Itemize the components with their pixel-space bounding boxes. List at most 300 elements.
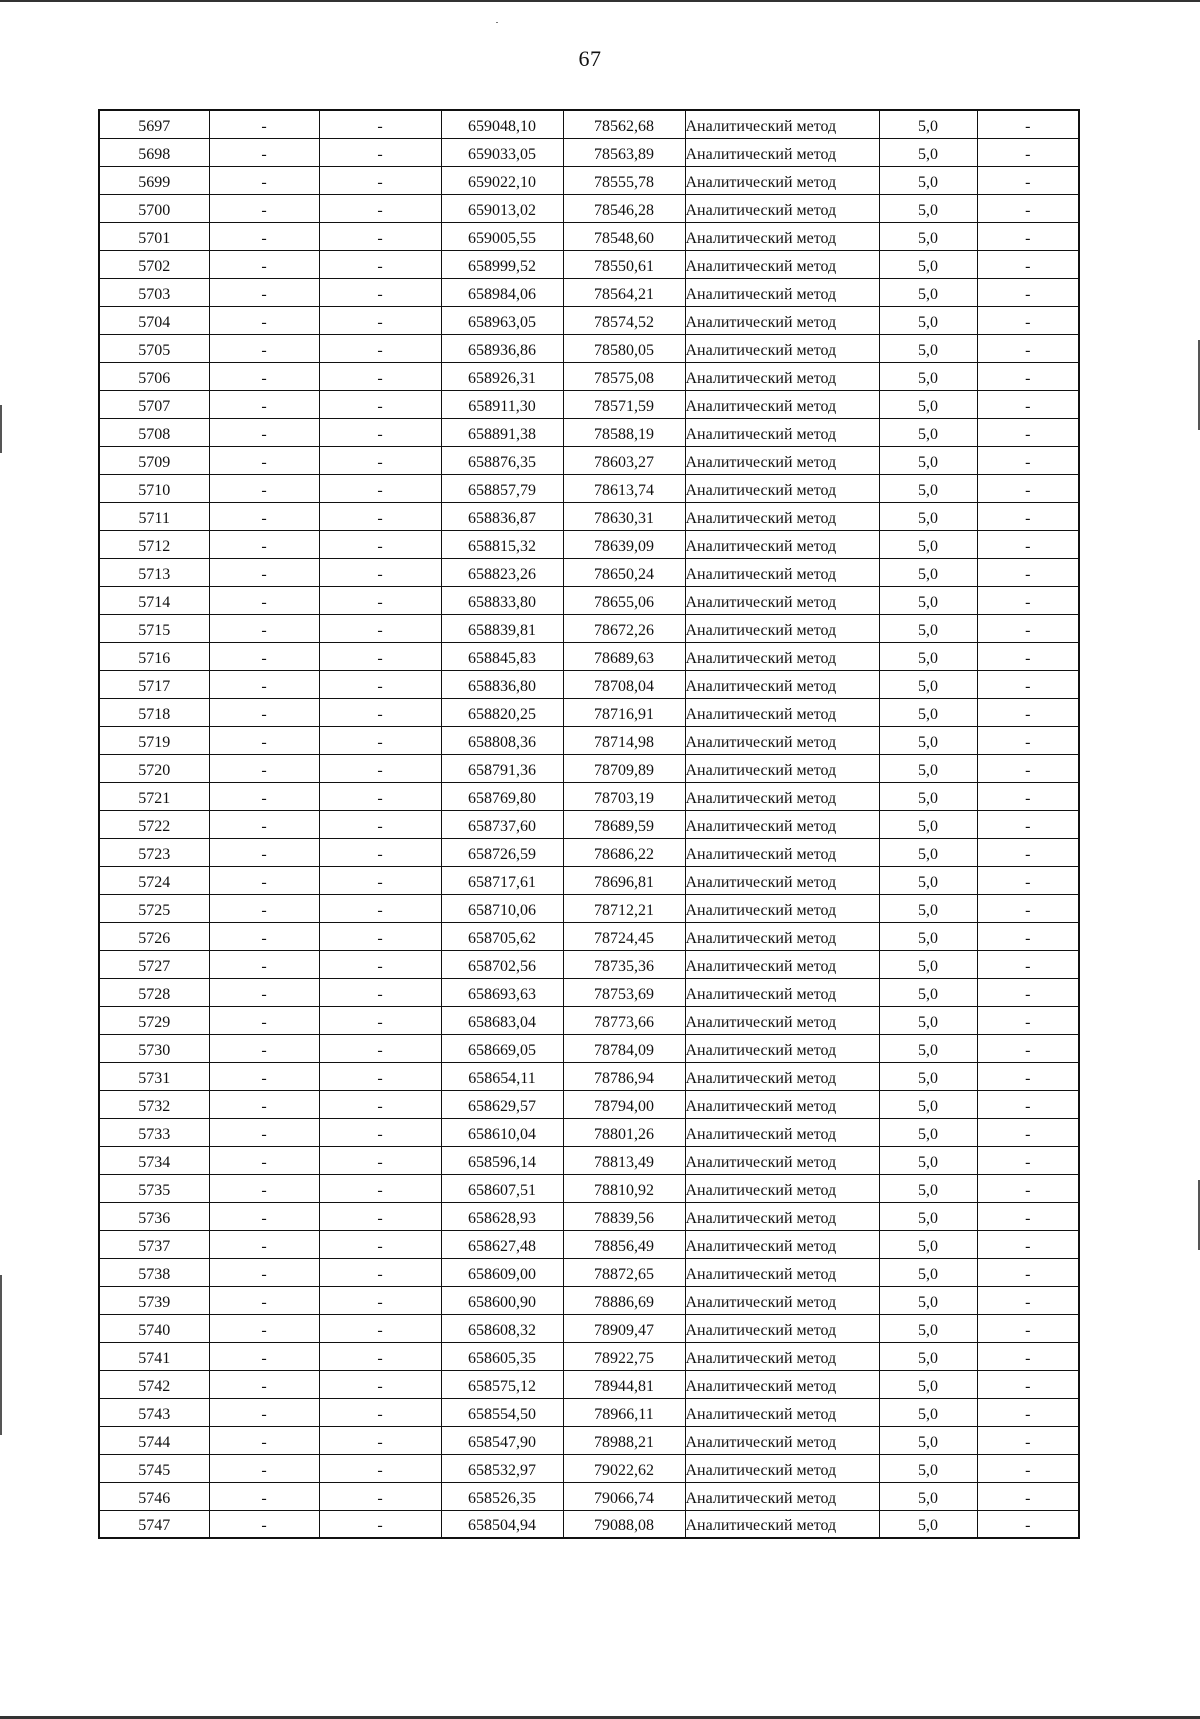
x-coordinate-cell: 659005,55	[441, 222, 563, 250]
empty-value-cell: -	[319, 138, 441, 166]
y-coordinate-cell: 78571,59	[563, 390, 685, 418]
x-coordinate-cell: 658608,32	[441, 1314, 563, 1342]
method-cell: Аналитический метод	[685, 1314, 879, 1342]
table-row	[99, 726, 1079, 754]
point-number-cell: 5730	[99, 1034, 209, 1062]
y-coordinate-cell: 78613,74	[563, 474, 685, 502]
x-coordinate-cell: 658710,06	[441, 894, 563, 922]
empty-value-cell: -	[209, 446, 319, 474]
empty-value-cell: -	[977, 1090, 1079, 1118]
table-row	[99, 250, 1079, 278]
method-cell: Аналитический метод	[685, 1118, 879, 1146]
method-cell: Аналитический метод	[685, 1398, 879, 1426]
accuracy-cell: 5,0	[879, 1006, 977, 1034]
method-cell: Аналитический метод	[685, 1230, 879, 1258]
method-cell: Аналитический метод	[685, 502, 879, 530]
point-number-cell: 5732	[99, 1090, 209, 1118]
empty-value-cell: -	[209, 950, 319, 978]
empty-value-cell: -	[977, 978, 1079, 1006]
method-cell: Аналитический метод	[685, 1482, 879, 1510]
x-coordinate-cell: 658717,61	[441, 866, 563, 894]
method-cell: Аналитический метод	[685, 894, 879, 922]
accuracy-cell: 5,0	[879, 1090, 977, 1118]
y-coordinate-cell: 78801,26	[563, 1118, 685, 1146]
table-row	[99, 502, 1079, 530]
point-number-cell: 5734	[99, 1146, 209, 1174]
y-coordinate-cell: 78689,59	[563, 810, 685, 838]
accuracy-cell: 5,0	[879, 222, 977, 250]
empty-value-cell: -	[319, 1230, 441, 1258]
y-coordinate-cell: 78689,63	[563, 642, 685, 670]
empty-value-cell: -	[977, 1230, 1079, 1258]
y-coordinate-cell: 78966,11	[563, 1398, 685, 1426]
point-number-cell: 5725	[99, 894, 209, 922]
empty-value-cell: -	[209, 558, 319, 586]
empty-value-cell: -	[977, 418, 1079, 446]
point-number-cell: 5739	[99, 1286, 209, 1314]
accuracy-cell: 5,0	[879, 1034, 977, 1062]
y-coordinate-cell: 79066,74	[563, 1482, 685, 1510]
accuracy-cell: 5,0	[879, 1314, 977, 1342]
x-coordinate-cell: 658845,83	[441, 642, 563, 670]
method-cell: Аналитический метод	[685, 810, 879, 838]
x-coordinate-cell: 658669,05	[441, 1034, 563, 1062]
table-row	[99, 362, 1079, 390]
empty-value-cell: -	[319, 194, 441, 222]
empty-value-cell: -	[319, 1482, 441, 1510]
table-row	[99, 1006, 1079, 1034]
y-coordinate-cell: 78655,06	[563, 586, 685, 614]
empty-value-cell: -	[319, 782, 441, 810]
accuracy-cell: 5,0	[879, 586, 977, 614]
empty-value-cell: -	[977, 166, 1079, 194]
method-cell: Аналитический метод	[685, 978, 879, 1006]
empty-value-cell: -	[977, 894, 1079, 922]
point-number-cell: 5735	[99, 1174, 209, 1202]
empty-value-cell: -	[319, 1342, 441, 1370]
x-coordinate-cell: 658911,30	[441, 390, 563, 418]
empty-value-cell: -	[209, 810, 319, 838]
empty-value-cell: -	[977, 726, 1079, 754]
point-number-cell: 5722	[99, 810, 209, 838]
x-coordinate-cell: 658963,05	[441, 306, 563, 334]
empty-value-cell: -	[209, 1174, 319, 1202]
point-number-cell: 5745	[99, 1454, 209, 1482]
accuracy-cell: 5,0	[879, 810, 977, 838]
accuracy-cell: 5,0	[879, 1510, 977, 1538]
empty-value-cell: -	[209, 1118, 319, 1146]
table-row	[99, 866, 1079, 894]
y-coordinate-cell: 78580,05	[563, 334, 685, 362]
accuracy-cell: 5,0	[879, 1174, 977, 1202]
empty-value-cell: -	[209, 698, 319, 726]
accuracy-cell: 5,0	[879, 1062, 977, 1090]
table-row	[99, 922, 1079, 950]
point-number-cell: 5709	[99, 446, 209, 474]
method-cell: Аналитический метод	[685, 222, 879, 250]
point-number-cell: 5724	[99, 866, 209, 894]
empty-value-cell: -	[977, 782, 1079, 810]
empty-value-cell: -	[977, 362, 1079, 390]
empty-value-cell: -	[209, 978, 319, 1006]
empty-value-cell: -	[209, 1342, 319, 1370]
empty-value-cell: -	[319, 754, 441, 782]
y-coordinate-cell: 78672,26	[563, 614, 685, 642]
empty-value-cell: -	[209, 1090, 319, 1118]
scan-speck	[496, 22, 498, 23]
table-row	[99, 194, 1079, 222]
point-number-cell: 5707	[99, 390, 209, 418]
empty-value-cell: -	[977, 530, 1079, 558]
empty-value-cell: -	[977, 1314, 1079, 1342]
empty-value-cell: -	[209, 334, 319, 362]
empty-value-cell: -	[977, 1174, 1079, 1202]
point-number-cell: 5746	[99, 1482, 209, 1510]
accuracy-cell: 5,0	[879, 502, 977, 530]
y-coordinate-cell: 78550,61	[563, 250, 685, 278]
empty-value-cell: -	[319, 1034, 441, 1062]
point-number-cell: 5747	[99, 1510, 209, 1538]
empty-value-cell: -	[319, 978, 441, 1006]
method-cell: Аналитический метод	[685, 1090, 879, 1118]
empty-value-cell: -	[977, 1118, 1079, 1146]
y-coordinate-cell: 78563,89	[563, 138, 685, 166]
empty-value-cell: -	[319, 810, 441, 838]
x-coordinate-cell: 658607,51	[441, 1174, 563, 1202]
empty-value-cell: -	[319, 1118, 441, 1146]
empty-value-cell: -	[209, 110, 319, 138]
empty-value-cell: -	[209, 1482, 319, 1510]
table-row	[99, 1258, 1079, 1286]
y-coordinate-cell: 78703,19	[563, 782, 685, 810]
y-coordinate-cell: 78712,21	[563, 894, 685, 922]
empty-value-cell: -	[977, 334, 1079, 362]
table-row	[99, 306, 1079, 334]
x-coordinate-cell: 658532,97	[441, 1454, 563, 1482]
x-coordinate-cell: 659048,10	[441, 110, 563, 138]
table-row	[99, 642, 1079, 670]
table-row	[99, 1342, 1079, 1370]
table-row	[99, 1398, 1079, 1426]
empty-value-cell: -	[209, 166, 319, 194]
empty-value-cell: -	[319, 278, 441, 306]
empty-value-cell: -	[977, 1146, 1079, 1174]
empty-value-cell: -	[319, 838, 441, 866]
empty-value-cell: -	[977, 558, 1079, 586]
x-coordinate-cell: 658609,00	[441, 1258, 563, 1286]
x-coordinate-cell: 658705,62	[441, 922, 563, 950]
table-row	[99, 586, 1079, 614]
accuracy-cell: 5,0	[879, 334, 977, 362]
point-number-cell: 5738	[99, 1258, 209, 1286]
accuracy-cell: 5,0	[879, 1258, 977, 1286]
x-coordinate-cell: 659033,05	[441, 138, 563, 166]
empty-value-cell: -	[977, 1258, 1079, 1286]
empty-value-cell: -	[319, 1370, 441, 1398]
empty-value-cell: -	[977, 810, 1079, 838]
point-number-cell: 5702	[99, 250, 209, 278]
point-number-cell: 5720	[99, 754, 209, 782]
empty-value-cell: -	[209, 530, 319, 558]
empty-value-cell: -	[209, 782, 319, 810]
point-number-cell: 5705	[99, 334, 209, 362]
point-number-cell: 5744	[99, 1426, 209, 1454]
point-number-cell: 5723	[99, 838, 209, 866]
x-coordinate-cell: 658815,32	[441, 530, 563, 558]
accuracy-cell: 5,0	[879, 1482, 977, 1510]
method-cell: Аналитический метод	[685, 642, 879, 670]
y-coordinate-cell: 78735,36	[563, 950, 685, 978]
empty-value-cell: -	[319, 390, 441, 418]
method-cell: Аналитический метод	[685, 418, 879, 446]
accuracy-cell: 5,0	[879, 642, 977, 670]
empty-value-cell: -	[977, 1342, 1079, 1370]
empty-value-cell: -	[319, 474, 441, 502]
empty-value-cell: -	[209, 502, 319, 530]
y-coordinate-cell: 78856,49	[563, 1230, 685, 1258]
table-row	[99, 782, 1079, 810]
accuracy-cell: 5,0	[879, 614, 977, 642]
y-coordinate-cell: 78555,78	[563, 166, 685, 194]
x-coordinate-cell: 658575,12	[441, 1370, 563, 1398]
accuracy-cell: 5,0	[879, 110, 977, 138]
empty-value-cell: -	[319, 334, 441, 362]
empty-value-cell: -	[319, 642, 441, 670]
empty-value-cell: -	[977, 194, 1079, 222]
point-number-cell: 5701	[99, 222, 209, 250]
empty-value-cell: -	[977, 754, 1079, 782]
method-cell: Аналитический метод	[685, 1426, 879, 1454]
table-row	[99, 670, 1079, 698]
y-coordinate-cell: 78813,49	[563, 1146, 685, 1174]
x-coordinate-cell: 658820,25	[441, 698, 563, 726]
method-cell: Аналитический метод	[685, 390, 879, 418]
empty-value-cell: -	[977, 1286, 1079, 1314]
empty-value-cell: -	[319, 670, 441, 698]
accuracy-cell: 5,0	[879, 1230, 977, 1258]
empty-value-cell: -	[319, 558, 441, 586]
accuracy-cell: 5,0	[879, 306, 977, 334]
y-coordinate-cell: 78588,19	[563, 418, 685, 446]
method-cell: Аналитический метод	[685, 474, 879, 502]
method-cell: Аналитический метод	[685, 1174, 879, 1202]
accuracy-cell: 5,0	[879, 474, 977, 502]
table-row	[99, 978, 1079, 1006]
table-row	[99, 894, 1079, 922]
y-coordinate-cell: 78794,00	[563, 1090, 685, 1118]
empty-value-cell: -	[319, 222, 441, 250]
empty-value-cell: -	[319, 1090, 441, 1118]
table-row	[99, 138, 1079, 166]
point-number-cell: 5697	[99, 110, 209, 138]
accuracy-cell: 5,0	[879, 978, 977, 1006]
y-coordinate-cell: 78753,69	[563, 978, 685, 1006]
x-coordinate-cell: 658628,93	[441, 1202, 563, 1230]
y-coordinate-cell: 79022,62	[563, 1454, 685, 1482]
x-coordinate-cell: 658726,59	[441, 838, 563, 866]
empty-value-cell: -	[977, 586, 1079, 614]
y-coordinate-cell: 78839,56	[563, 1202, 685, 1230]
empty-value-cell: -	[209, 866, 319, 894]
accuracy-cell: 5,0	[879, 446, 977, 474]
empty-value-cell: -	[319, 166, 441, 194]
empty-value-cell: -	[319, 698, 441, 726]
x-coordinate-cell: 658610,04	[441, 1118, 563, 1146]
table-row	[99, 1482, 1079, 1510]
empty-value-cell: -	[977, 222, 1079, 250]
method-cell: Аналитический метод	[685, 1202, 879, 1230]
empty-value-cell: -	[319, 1174, 441, 1202]
method-cell: Аналитический метод	[685, 138, 879, 166]
method-cell: Аналитический метод	[685, 1258, 879, 1286]
empty-value-cell: -	[319, 1146, 441, 1174]
x-coordinate-cell: 658693,63	[441, 978, 563, 1006]
x-coordinate-cell: 658833,80	[441, 586, 563, 614]
method-cell: Аналитический метод	[685, 922, 879, 950]
table-row	[99, 474, 1079, 502]
empty-value-cell: -	[319, 866, 441, 894]
y-coordinate-cell: 78784,09	[563, 1034, 685, 1062]
table-row	[99, 446, 1079, 474]
x-coordinate-cell: 658629,57	[441, 1090, 563, 1118]
point-number-cell: 5698	[99, 138, 209, 166]
empty-value-cell: -	[209, 1258, 319, 1286]
method-cell: Аналитический метод	[685, 838, 879, 866]
empty-value-cell: -	[209, 362, 319, 390]
empty-value-cell: -	[209, 894, 319, 922]
method-cell: Аналитический метод	[685, 614, 879, 642]
method-cell: Аналитический метод	[685, 670, 879, 698]
empty-value-cell: -	[977, 1062, 1079, 1090]
method-cell: Аналитический метод	[685, 698, 879, 726]
empty-value-cell: -	[209, 1034, 319, 1062]
empty-value-cell: -	[977, 614, 1079, 642]
empty-value-cell: -	[319, 306, 441, 334]
accuracy-cell: 5,0	[879, 1454, 977, 1482]
point-number-cell: 5711	[99, 502, 209, 530]
point-number-cell: 5731	[99, 1062, 209, 1090]
point-number-cell: 5699	[99, 166, 209, 194]
empty-value-cell: -	[977, 1006, 1079, 1034]
empty-value-cell: -	[319, 950, 441, 978]
table-row	[99, 754, 1079, 782]
empty-value-cell: -	[209, 754, 319, 782]
top-border-line	[0, 0, 1200, 2]
method-cell: Аналитический метод	[685, 586, 879, 614]
empty-value-cell: -	[209, 1454, 319, 1482]
accuracy-cell: 5,0	[879, 670, 977, 698]
point-number-cell: 5727	[99, 950, 209, 978]
empty-value-cell: -	[977, 110, 1079, 138]
accuracy-cell: 5,0	[879, 1202, 977, 1230]
accuracy-cell: 5,0	[879, 1146, 977, 1174]
empty-value-cell: -	[319, 110, 441, 138]
x-coordinate-cell: 658547,90	[441, 1426, 563, 1454]
x-coordinate-cell: 658836,80	[441, 670, 563, 698]
y-coordinate-cell: 78909,47	[563, 1314, 685, 1342]
y-coordinate-cell: 78988,21	[563, 1426, 685, 1454]
accuracy-cell: 5,0	[879, 866, 977, 894]
point-number-cell: 5719	[99, 726, 209, 754]
method-cell: Аналитический метод	[685, 1510, 879, 1538]
method-cell: Аналитический метод	[685, 726, 879, 754]
y-coordinate-cell: 78630,31	[563, 502, 685, 530]
point-number-cell: 5741	[99, 1342, 209, 1370]
point-number-cell: 5717	[99, 670, 209, 698]
empty-value-cell: -	[209, 586, 319, 614]
empty-value-cell: -	[209, 1006, 319, 1034]
y-coordinate-cell: 78944,81	[563, 1370, 685, 1398]
method-cell: Аналитический метод	[685, 530, 879, 558]
x-coordinate-cell: 659022,10	[441, 166, 563, 194]
point-number-cell: 5715	[99, 614, 209, 642]
y-coordinate-cell: 78696,81	[563, 866, 685, 894]
table-row	[99, 1286, 1079, 1314]
empty-value-cell: -	[209, 306, 319, 334]
table-row	[99, 1202, 1079, 1230]
empty-value-cell: -	[209, 1398, 319, 1426]
empty-value-cell: -	[319, 362, 441, 390]
method-cell: Аналитический метод	[685, 362, 879, 390]
method-cell: Аналитический метод	[685, 558, 879, 586]
empty-value-cell: -	[319, 1062, 441, 1090]
method-cell: Аналитический метод	[685, 1370, 879, 1398]
x-coordinate-cell: 658836,87	[441, 502, 563, 530]
x-coordinate-cell: 658683,04	[441, 1006, 563, 1034]
point-number-cell: 5721	[99, 782, 209, 810]
table-row	[99, 1314, 1079, 1342]
empty-value-cell: -	[209, 670, 319, 698]
empty-value-cell: -	[977, 950, 1079, 978]
y-coordinate-cell: 79088,08	[563, 1510, 685, 1538]
empty-value-cell: -	[977, 1454, 1079, 1482]
x-coordinate-cell: 658702,56	[441, 950, 563, 978]
empty-value-cell: -	[977, 1370, 1079, 1398]
accuracy-cell: 5,0	[879, 726, 977, 754]
x-coordinate-cell: 658554,50	[441, 1398, 563, 1426]
empty-value-cell: -	[319, 250, 441, 278]
page-number: 67	[578, 46, 602, 71]
x-coordinate-cell: 658769,80	[441, 782, 563, 810]
y-coordinate-cell: 78810,92	[563, 1174, 685, 1202]
empty-value-cell: -	[209, 614, 319, 642]
x-coordinate-cell: 658936,86	[441, 334, 563, 362]
y-coordinate-cell: 78575,08	[563, 362, 685, 390]
x-coordinate-cell: 658654,11	[441, 1062, 563, 1090]
empty-value-cell: -	[319, 1454, 441, 1482]
point-number-cell: 5742	[99, 1370, 209, 1398]
method-cell: Аналитический метод	[685, 866, 879, 894]
empty-value-cell: -	[209, 474, 319, 502]
point-number-cell: 5716	[99, 642, 209, 670]
accuracy-cell: 5,0	[879, 138, 977, 166]
accuracy-cell: 5,0	[879, 362, 977, 390]
x-coordinate-cell: 658600,90	[441, 1286, 563, 1314]
empty-value-cell: -	[319, 530, 441, 558]
empty-value-cell: -	[209, 642, 319, 670]
table-row	[99, 1510, 1079, 1538]
table-row	[99, 1174, 1079, 1202]
table-row	[99, 1090, 1079, 1118]
x-coordinate-cell: 658627,48	[441, 1230, 563, 1258]
y-coordinate-cell: 78886,69	[563, 1286, 685, 1314]
empty-value-cell: -	[209, 726, 319, 754]
accuracy-cell: 5,0	[879, 1342, 977, 1370]
table-row	[99, 1230, 1079, 1258]
empty-value-cell: -	[977, 838, 1079, 866]
empty-value-cell: -	[319, 922, 441, 950]
table-row	[99, 614, 1079, 642]
